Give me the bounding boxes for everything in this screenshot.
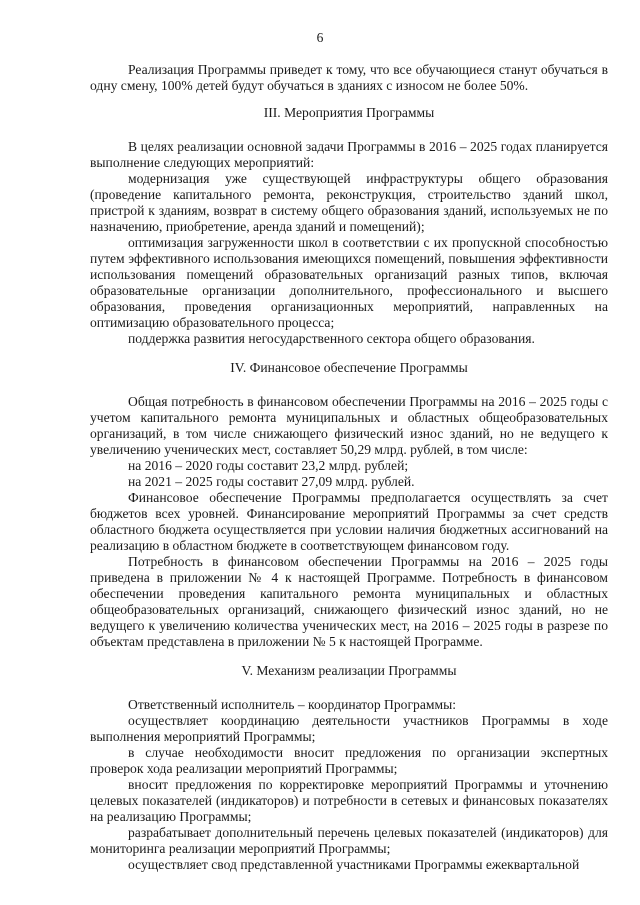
section-5-paragraph: разрабатывает дополнительный перечень целевых показателей (индикаторов) для мониторинга реализации мероприятий Программы; — [90, 825, 608, 856]
section-3-paragraph: модернизация уже существующей инфраструктуры общего образования (проведение капитального ремонта, реконструкция, строительство зданий школ, пристрой к зданиям, возврат в систему общего образования зданий, используемых не по назначению, приобретение, аренда зданий и помещений); — [90, 171, 608, 234]
section-5-paragraph: осуществляет координацию деятельности участников Программы в ходе выполнения мероприятий Программы; — [90, 713, 608, 744]
section-4-paragraph: Потребность в финансовом обеспечении Программы на 2016 – 2025 годы приведена в приложении № 4 к настоящей Программе. Потребность в финансовом обеспечении проведения капитального ремонта муниципальных и областных общеобразовательных организаций, снижающего физический износ зданий, но не ведущего к увеличению количества ученических мест, на 2016 – 2025 годы в разрезе по объектам представлена в приложении № 5 к настоящей Программе. — [90, 554, 608, 649]
section-4-paragraph: Финансовое обеспечение Программы предполагается осуществлять за счет бюджетов всех уровней. Финансирование мероприятий Программы за счет средств областного бюджета осуществляется при условии наличия бюджетных ассигнований на реализацию в областном бюджете в соответствующем финансовом году. — [90, 490, 608, 553]
document-body — [90, 62, 608, 873]
section-3-heading: III. Мероприятия Программы — [263, 105, 435, 120]
section-4-paragraph: Общая потребность в финансовом обеспечении Программы на 2016 – 2025 годы с учетом капитального ремонта муниципальных и областных общеобразовательных организаций, в том числе снижающего физический износ зданий, но не ведущего к увеличению ученических мест, составляет 50,29 млрд. рублей, в том числе: — [90, 394, 608, 457]
section-3-paragraph: В целях реализации основной задачи Программы в 2016 – 2025 годах планируется выполнение следующих мероприятий: — [90, 139, 608, 170]
page-number: 6 — [316, 30, 324, 45]
section-5-heading: V. Механизм реализации Программы — [241, 663, 457, 678]
section-3-paragraph: поддержка развития негосударственного сектора общего образования. — [128, 331, 535, 346]
section-4-paragraph: на 2021 – 2025 годы составит 27,09 млрд. рублей. — [128, 474, 415, 489]
section-5-paragraph: Ответственный исполнитель – координатор Программы: — [128, 697, 456, 712]
section-3-paragraph: оптимизация загруженности школ в соответствии с их пропускной способностью путем эффективного использования имеющихся помещений, повышения эффективности использования помещений образовательных организаций разных типов, включая образовательные организации дополнительного, профессионального и высшего образования, проведения организационных мероприятий, направленных на оптимизацию образовательного процесса; — [90, 235, 608, 330]
section-4-heading: IV. Финансовое обеспечение Программы — [230, 360, 468, 375]
section-5-paragraph: в случае необходимости вносит предложения по организации экспертных проверок хода реализации мероприятий Программы; — [90, 745, 608, 776]
section-4-paragraph: на 2016 – 2020 годы составит 23,2 млрд. рублей; — [128, 458, 409, 473]
section-5-paragraph: осуществляет свод представленной участниками Программы ежеквартальной — [128, 857, 580, 872]
section-5-paragraph: вносит предложения по корректировке мероприятий Программы и уточнению целевых показателей (индикаторов) и потребности в сетевых и финансовых показателях на реализацию Программы; — [90, 777, 608, 824]
intro-paragraph: Реализация Программы приведет к тому, что все обучающиеся станут обучаться в одну смену, 100% детей будут обучаться в зданиях с износом не более 50%. — [90, 62, 608, 93]
